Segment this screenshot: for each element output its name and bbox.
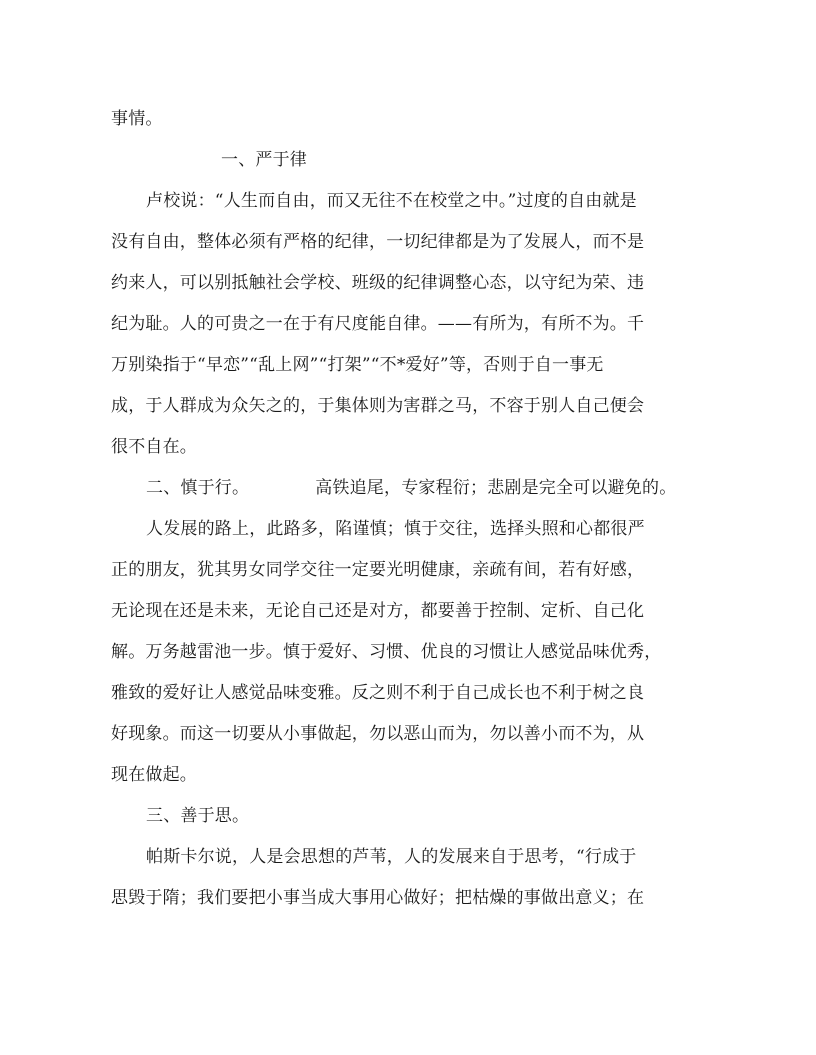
- section-heading: 三、善于思。: [146, 806, 250, 826]
- paragraph-line: 雅致的爱好让人感觉品味变雅。反之则不利于自己成长也不利于树之良: [111, 683, 645, 703]
- paragraph-line: 思毁于隋；我们要把小事当成大事用心做好；把枯燥的事做出意义；在: [111, 888, 645, 908]
- paragraph-line: 人发展的路上，此路多，陷谨慎；慎于交往，选择头照和心都很严: [146, 519, 645, 539]
- paragraph-line: 约来人，可以别抵触社会学校、班级的纪律调整心态，以守纪为荣、违: [111, 273, 645, 293]
- paragraph-line: 现在做起。: [111, 765, 197, 785]
- section-heading: 一、严于律: [221, 150, 307, 170]
- paragraph-line: 纪为耻。人的可贵之一在于有尺度能自律。——有所为，有所不为。千: [111, 314, 645, 334]
- paragraph-line: 解。万务越雷池一步。慎于爱好、习惯、优良的习惯让人感觉品味优秀，: [111, 642, 662, 662]
- paragraph-line: 无论现在还是未来，无论自己还是对方，都要善于控制、定析、自己化: [111, 601, 645, 621]
- paragraph-line: 卢校说：“人生而自由，而又无往不在校堂之中。”过度的自由就是: [146, 191, 637, 211]
- paragraph-line: 好现象。而这一切要从小事做起，勿以恶山而为，勿以善小而不为，从: [111, 724, 645, 744]
- paragraph-line: 很不自在。: [111, 437, 197, 457]
- paragraph-text: 高铁追尾，专家程衍；悲剧是完全可以避免的。: [315, 478, 677, 498]
- paragraph-line: 事情。: [111, 109, 163, 129]
- paragraph-line: 帕斯卡尔说，人是会思想的芦苇，人的发展来自于思考，“行成于: [146, 847, 637, 867]
- paragraph-line: 成，于人群成为众矢之的，于集体则为害群之马，不容于别人自己便会: [111, 396, 645, 416]
- section-heading-line: [0, 471, 816, 505]
- paragraph-line: 正的朋友，犹其男女同学交往一定要光明健康，亲疏有间，若有好感，: [111, 560, 645, 580]
- paragraph-line: 没有自由，整体必须有严格的纪律，一切纪律都是为了发展人，而不是: [111, 232, 645, 252]
- section-heading: 二、慎于行。: [146, 478, 250, 498]
- paragraph-line: 万别染指于“早恋”“乱上网”“打架”“不*爱好”等，否则于自一事无: [111, 355, 604, 375]
